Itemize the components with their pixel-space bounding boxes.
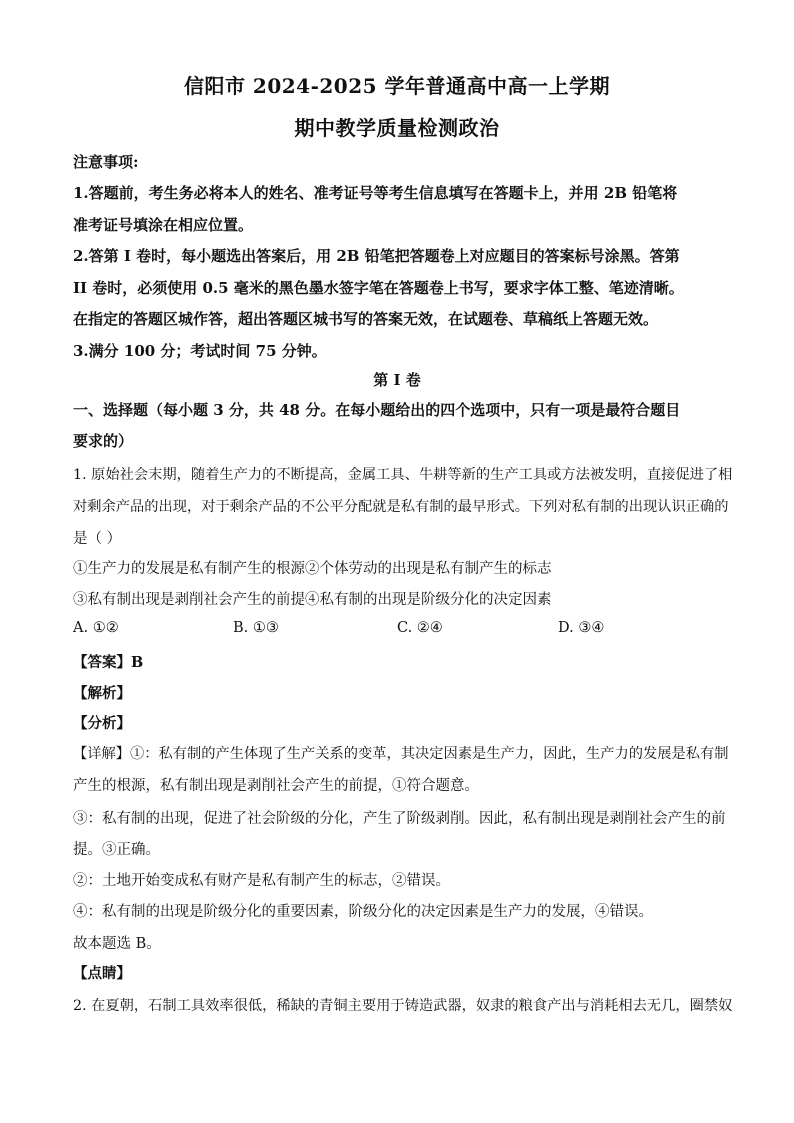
q1-option-c: C. ②④: [397, 620, 443, 636]
notice-item2-line2: II 卷时，必须使用 0.5 毫米的黑色墨水签字笔在答题卷上书写，要求字体工整、笔迹清晰。: [73, 279, 684, 297]
q1-answer: 【答案】B: [73, 654, 144, 671]
q1-stem-line1: 1. 原始社会末期，随着生产力的不断提高，金属工具、牛耕等新的生产工具或方法被发明，直接促进了相: [73, 467, 733, 483]
q1-dianjing-tag: 【点睛】: [73, 965, 131, 982]
q1-detail-line1: 【详解】①：私有制的产生体现了生产关系的变革，其决定因素是生产力，因此，生产力的发展是私有制: [73, 746, 729, 762]
q1-stem-line3: 是（ ）: [73, 531, 122, 547]
notice-item2-line1: 2.答第 I 卷时，每小题选出答案后，用 2B 铅笔把答题卷上对应题目的答案标号涂黑。答第: [73, 247, 680, 265]
q1-statements-line2: ③私有制出现是剥削社会产生的前提④私有制的出现是阶级分化的决定因素: [73, 592, 552, 608]
section-title: 第 I 卷: [373, 371, 421, 389]
q1-statements-line1: ①生产力的发展是私有制产生的根源②个体劳动的出现是私有制产生的标志: [73, 561, 552, 577]
notice-item1-line2: 准考证号填涂在相应位置。: [73, 216, 254, 234]
q1-stem-line2: 对剩余产品的出现，对于剩余产品的不公平分配就是私有制的最早形式。下列对私有制的出现认识正确的: [73, 499, 729, 515]
notice-item3: 3.满分 100 分；考试时间 75 分钟。: [73, 342, 327, 360]
q2-stem-line1: 2. 在夏朝，石制工具效率很低，稀缺的青铜主要用于铸造武器，奴隶的粮食产出与消耗相去无几，圈禁奴: [73, 998, 733, 1014]
q1-option-d: D. ③④: [558, 620, 605, 636]
notice-heading: 注意事项:: [73, 153, 139, 171]
q1-option-a: A. ①②: [73, 620, 119, 636]
part-heading-line2: 要求的）: [73, 432, 134, 450]
exam-title-line2: 期中教学质量检测政治: [294, 116, 500, 140]
q1-option-b: B. ①③: [233, 620, 279, 636]
q1-conclusion: 故本题选 B。: [73, 936, 161, 952]
q1-detail-line6: ④：私有制的出现是阶级分化的重要因素，阶级分化的决定因素是生产力的发展，④错误。: [73, 904, 653, 920]
q1-analysis-tag: 【解析】: [73, 685, 131, 702]
part-heading-line1: 一、选择题（每小题 3 分，共 48 分。在每小题给出的四个选项中，只有一项是最符合题目: [73, 401, 681, 419]
notice-item1-line1: 1.答题前，考生务必将本人的姓名、准考证号等考生信息填写在答题卡上，并用 2B 铅笔将: [73, 184, 678, 202]
notice-item2-line3: 在指定的答题区城作答，超出答题区城书写的答案无效，在试题卷、草稿纸上答题无效。: [73, 310, 659, 328]
q1-detail-line5: ②：土地开始变成私有财产是私有制产生的标志，②错误。: [73, 873, 450, 889]
q1-detail-line4: 提。③正确。: [73, 842, 160, 858]
q1-fenxi-tag: 【分析】: [73, 715, 131, 732]
q1-detail-line2: 产生的根源，私有制出现是剥削社会产生的前提，①符合题意。: [73, 778, 479, 794]
q1-detail-line3: ③：私有制的出现，促进了社会阶级的分化，产生了阶级剥削。因此，私有制出现是剥削社会产生的前: [73, 811, 726, 827]
exam-title-line1: 信阳市 2024-2025 学年普通高中高一上学期: [183, 74, 611, 98]
